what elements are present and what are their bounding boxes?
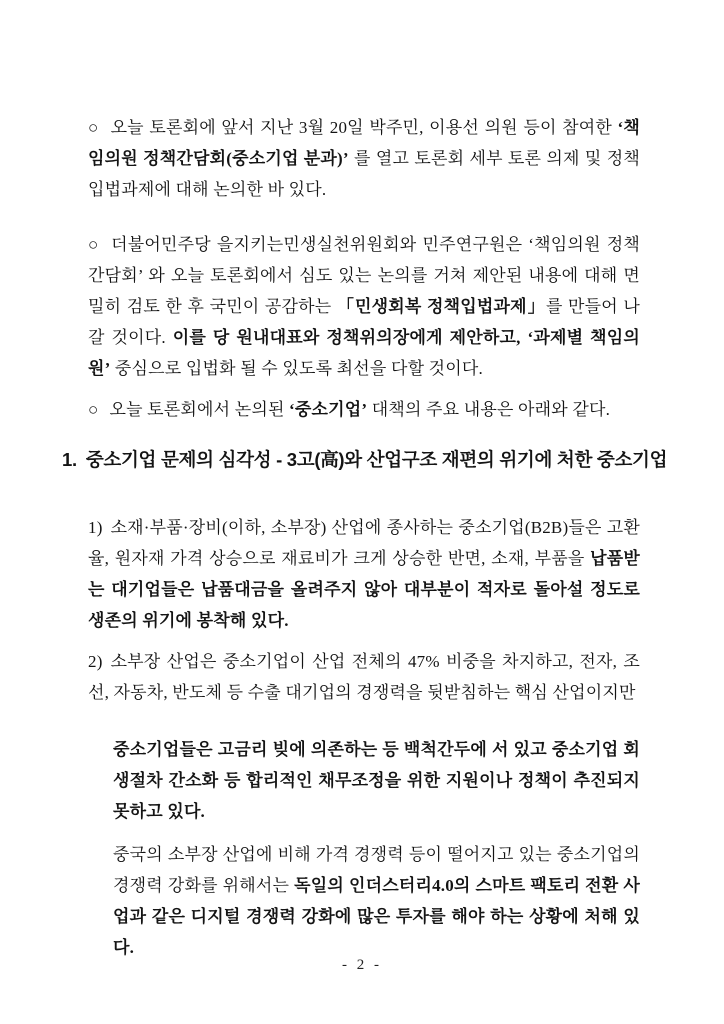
- text-run-bold: ‘책임의원 정책간담회(중소기업 분과)’: [88, 118, 640, 168]
- circle-bullet: ○: [88, 400, 99, 419]
- item-number: 2): [88, 652, 103, 671]
- section-heading: [62, 447, 666, 473]
- bullet-paragraph-2: [88, 229, 640, 384]
- text-run-bold: 이를 당 원내대표와 정책위의장에게 제안하고, ‘과제별 책임의원’: [88, 328, 641, 378]
- text-run-bold: ‘중소기업’: [289, 400, 368, 419]
- text-run: 를 열고 토론회 세부 토론 의제 및 정책입법과제에 대해 논의한 바 있다.: [88, 149, 640, 199]
- text-run: 대책의 주요 내용은 아래와 같다.: [367, 400, 611, 419]
- section-title: 중소기업 문제의 심각성 - 3고(高)와 산업구조 재편의 위기에 처한 중소기업: [85, 449, 668, 470]
- indented-paragraph-1: [113, 734, 640, 827]
- numbered-paragraph-2: [88, 646, 640, 708]
- bullet-paragraph-3: [88, 394, 640, 425]
- text-run: 중국의 소부장 산업에 비해 가격 경쟁력 등이 떨어지고 있는 중소기업의 경쟁력 강화를 위해서는: [113, 845, 640, 895]
- page-content: [62, 112, 668, 975]
- circle-bullet: ○: [88, 118, 100, 137]
- text-run: 오늘 토론회에 앞서 지난 3월 20일 박주민, 이용선 의원 등이 참여한: [110, 118, 618, 137]
- text-run: 중심으로 입법화 될 수 있도록 최선을 다할 것이다.: [110, 359, 483, 378]
- text-run-bold: 납품받는 대기업들은 납품대금을 올려주지 않아 대부분이 적자로 돌아설 정도로 생존의 위기에 봉착해 있다.: [88, 549, 640, 630]
- section-number: 1.: [62, 449, 77, 470]
- text-run-bold: 「민생회복 정책입법과제」: [336, 297, 546, 316]
- text-run: 오늘 토론회에서 논의된: [109, 400, 290, 419]
- bullet-paragraph-1: [88, 112, 640, 205]
- text-run-bold: 중소기업들은 고금리 빚에 의존하는 등 백척간두에 서 있고 중소기업 회생절차 간소화 등 합리적인 채무조정을 위한 지원이나 정책이 추진되지 못하고 있다.: [113, 740, 640, 821]
- text-run: 소재·부품·장비(이하, 소부장) 산업에 종사하는 중소기업(B2B)들은 고환율, 원자재 가격 상승으로 재료비가 크게 상승한 반면, 소재, 부품을: [88, 518, 640, 568]
- circle-bullet: ○: [88, 235, 101, 254]
- text-run: 를 만들어 나갈 것이다.: [88, 297, 640, 347]
- page-number: - 2 -: [342, 957, 382, 973]
- item-number: 1): [88, 518, 103, 537]
- text-run: 더불어민주당 을지키는민생실천위원회와 민주연구원은 ‘책임의원 정책간담회’ 와 오늘 토론회에서 심도 있는 논의를 거쳐 제안된 내용에 대해 면밀히 검토 한 후 국민이 공감하는: [88, 235, 640, 316]
- text-run: 소부장 산업은 중소기업이 산업 전체의 47% 비중을 차지하고, 전자, 조선, 자동차, 반도체 등 수출 대기업의 경쟁력을 뒷받침하는 핵심 산업이지만: [88, 652, 640, 702]
- indented-paragraph-2: [113, 839, 640, 963]
- numbered-paragraph-1: [88, 512, 640, 636]
- text-run-bold: 독일의 인더스터리4.0의 스마트 팩토리 전환 사업과 같은 디지털 경쟁력 강화에 많은 투자를 해야 하는 상황에 처해 있다.: [113, 876, 640, 957]
